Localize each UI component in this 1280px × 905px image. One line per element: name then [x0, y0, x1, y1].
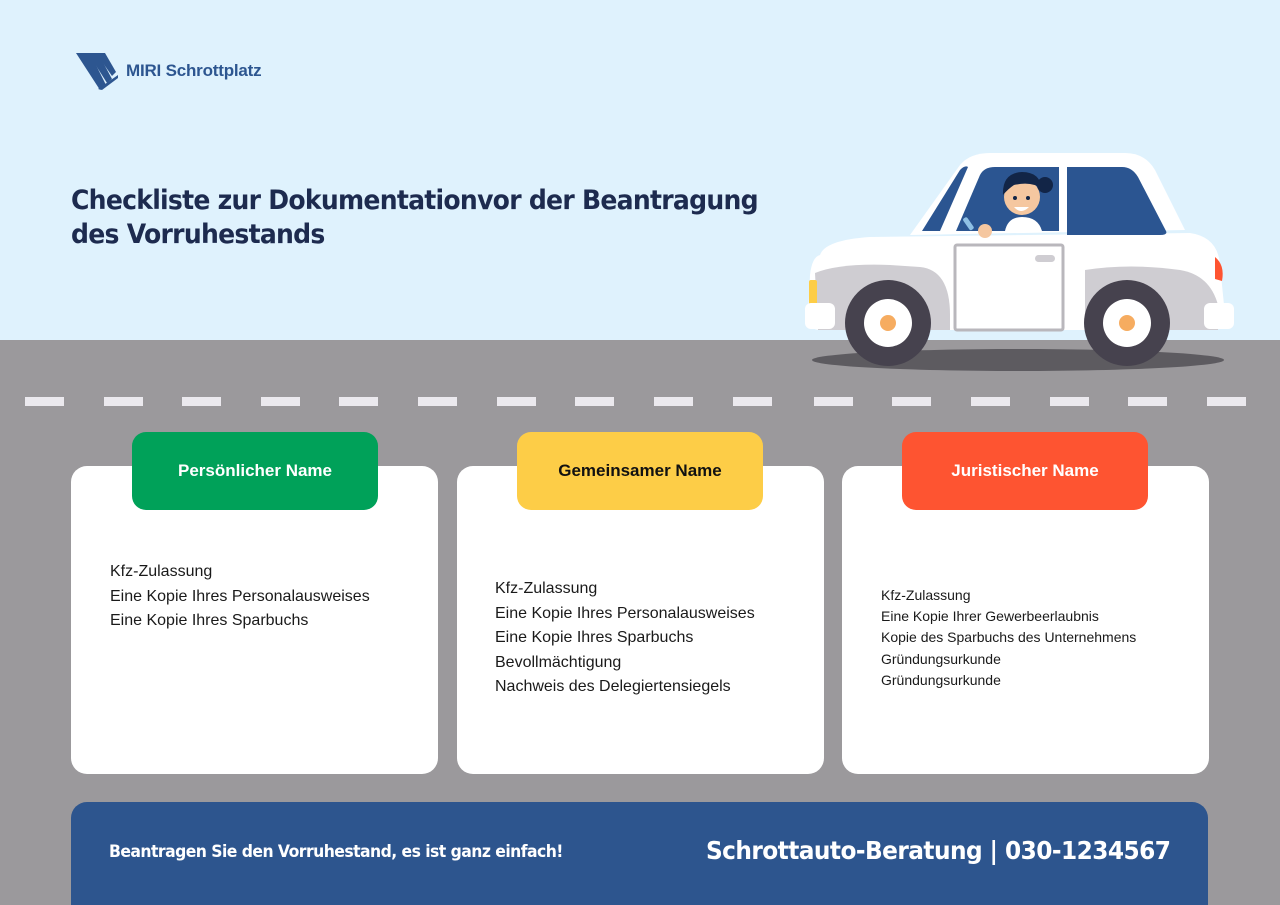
lane-dash [261, 397, 300, 406]
tab-personal-name[interactable]: Persönlicher Name [132, 432, 378, 510]
brand-logo[interactable] [76, 52, 261, 90]
lane-dash [1050, 397, 1089, 406]
checklist-item: Kfz-Zulassung [495, 580, 598, 597]
car-with-driver-icon [800, 145, 1240, 380]
checklist-joint-name [495, 577, 755, 700]
checklist-item: Nachweis des Delegiertensiegels [495, 678, 731, 695]
checklist-item: Eine Kopie Ihres Personalausweises [110, 587, 370, 605]
brand-name: MIRI Schrottplatz [126, 61, 262, 80]
checklist-item: Kfz-Zulassung [110, 563, 213, 580]
checklist-item: Bevollmächtigung [495, 653, 622, 671]
tab-joint-name[interactable]: Gemeinsamer Name [517, 432, 763, 510]
checklist-item: Eine Kopie Ihrer Gewerbeerlaubnis [881, 608, 1099, 625]
lane-dash [104, 397, 143, 406]
lane-dash [654, 397, 693, 406]
lane-dash [575, 397, 614, 406]
checklist-personal-name [110, 560, 370, 634]
footer-slogan: Beantragen Sie den Vorruhestand, es ist ganz einfach! [109, 842, 563, 862]
lane-dash [733, 397, 772, 406]
title-line-1: Checkliste zur Dokumentationvor der Beantragung [71, 185, 758, 216]
checklist-item: Eine Kopie Ihres Sparbuchs [110, 612, 309, 629]
checklist-item: Kfz-Zulassung [881, 587, 971, 603]
footer-banner [71, 802, 1208, 905]
lane-dash [1207, 397, 1246, 406]
lane-dash [971, 397, 1010, 406]
lane-dash [25, 397, 64, 406]
lane-dash [497, 397, 536, 406]
checklist-item: Eine Kopie Ihres Sparbuchs [495, 629, 694, 646]
title-line-2: des Vorruhestands [71, 219, 325, 250]
tab-legal-name[interactable]: Juristischer Name [902, 432, 1148, 510]
logo-icon [76, 52, 118, 90]
lane-dash [814, 397, 853, 406]
lane-dash [892, 397, 931, 406]
page-title [71, 184, 778, 252]
lane-dash [339, 397, 378, 406]
checklist-legal-name [881, 585, 1136, 691]
lane-dash [418, 397, 457, 406]
checklist-item: Gründungsurkunde [881, 650, 1001, 667]
lane-dash [1128, 397, 1167, 406]
footer-contact[interactable]: Schrottauto-Beratung | 030-1234567 [705, 836, 1170, 865]
lane-dash [182, 397, 221, 406]
checklist-item: Kopie des Sparbuchs des Unternehmens [881, 629, 1137, 646]
checklist-item: Gründungsurkunde [881, 671, 1001, 688]
checklist-item: Eine Kopie Ihres Personalausweises [495, 604, 755, 622]
